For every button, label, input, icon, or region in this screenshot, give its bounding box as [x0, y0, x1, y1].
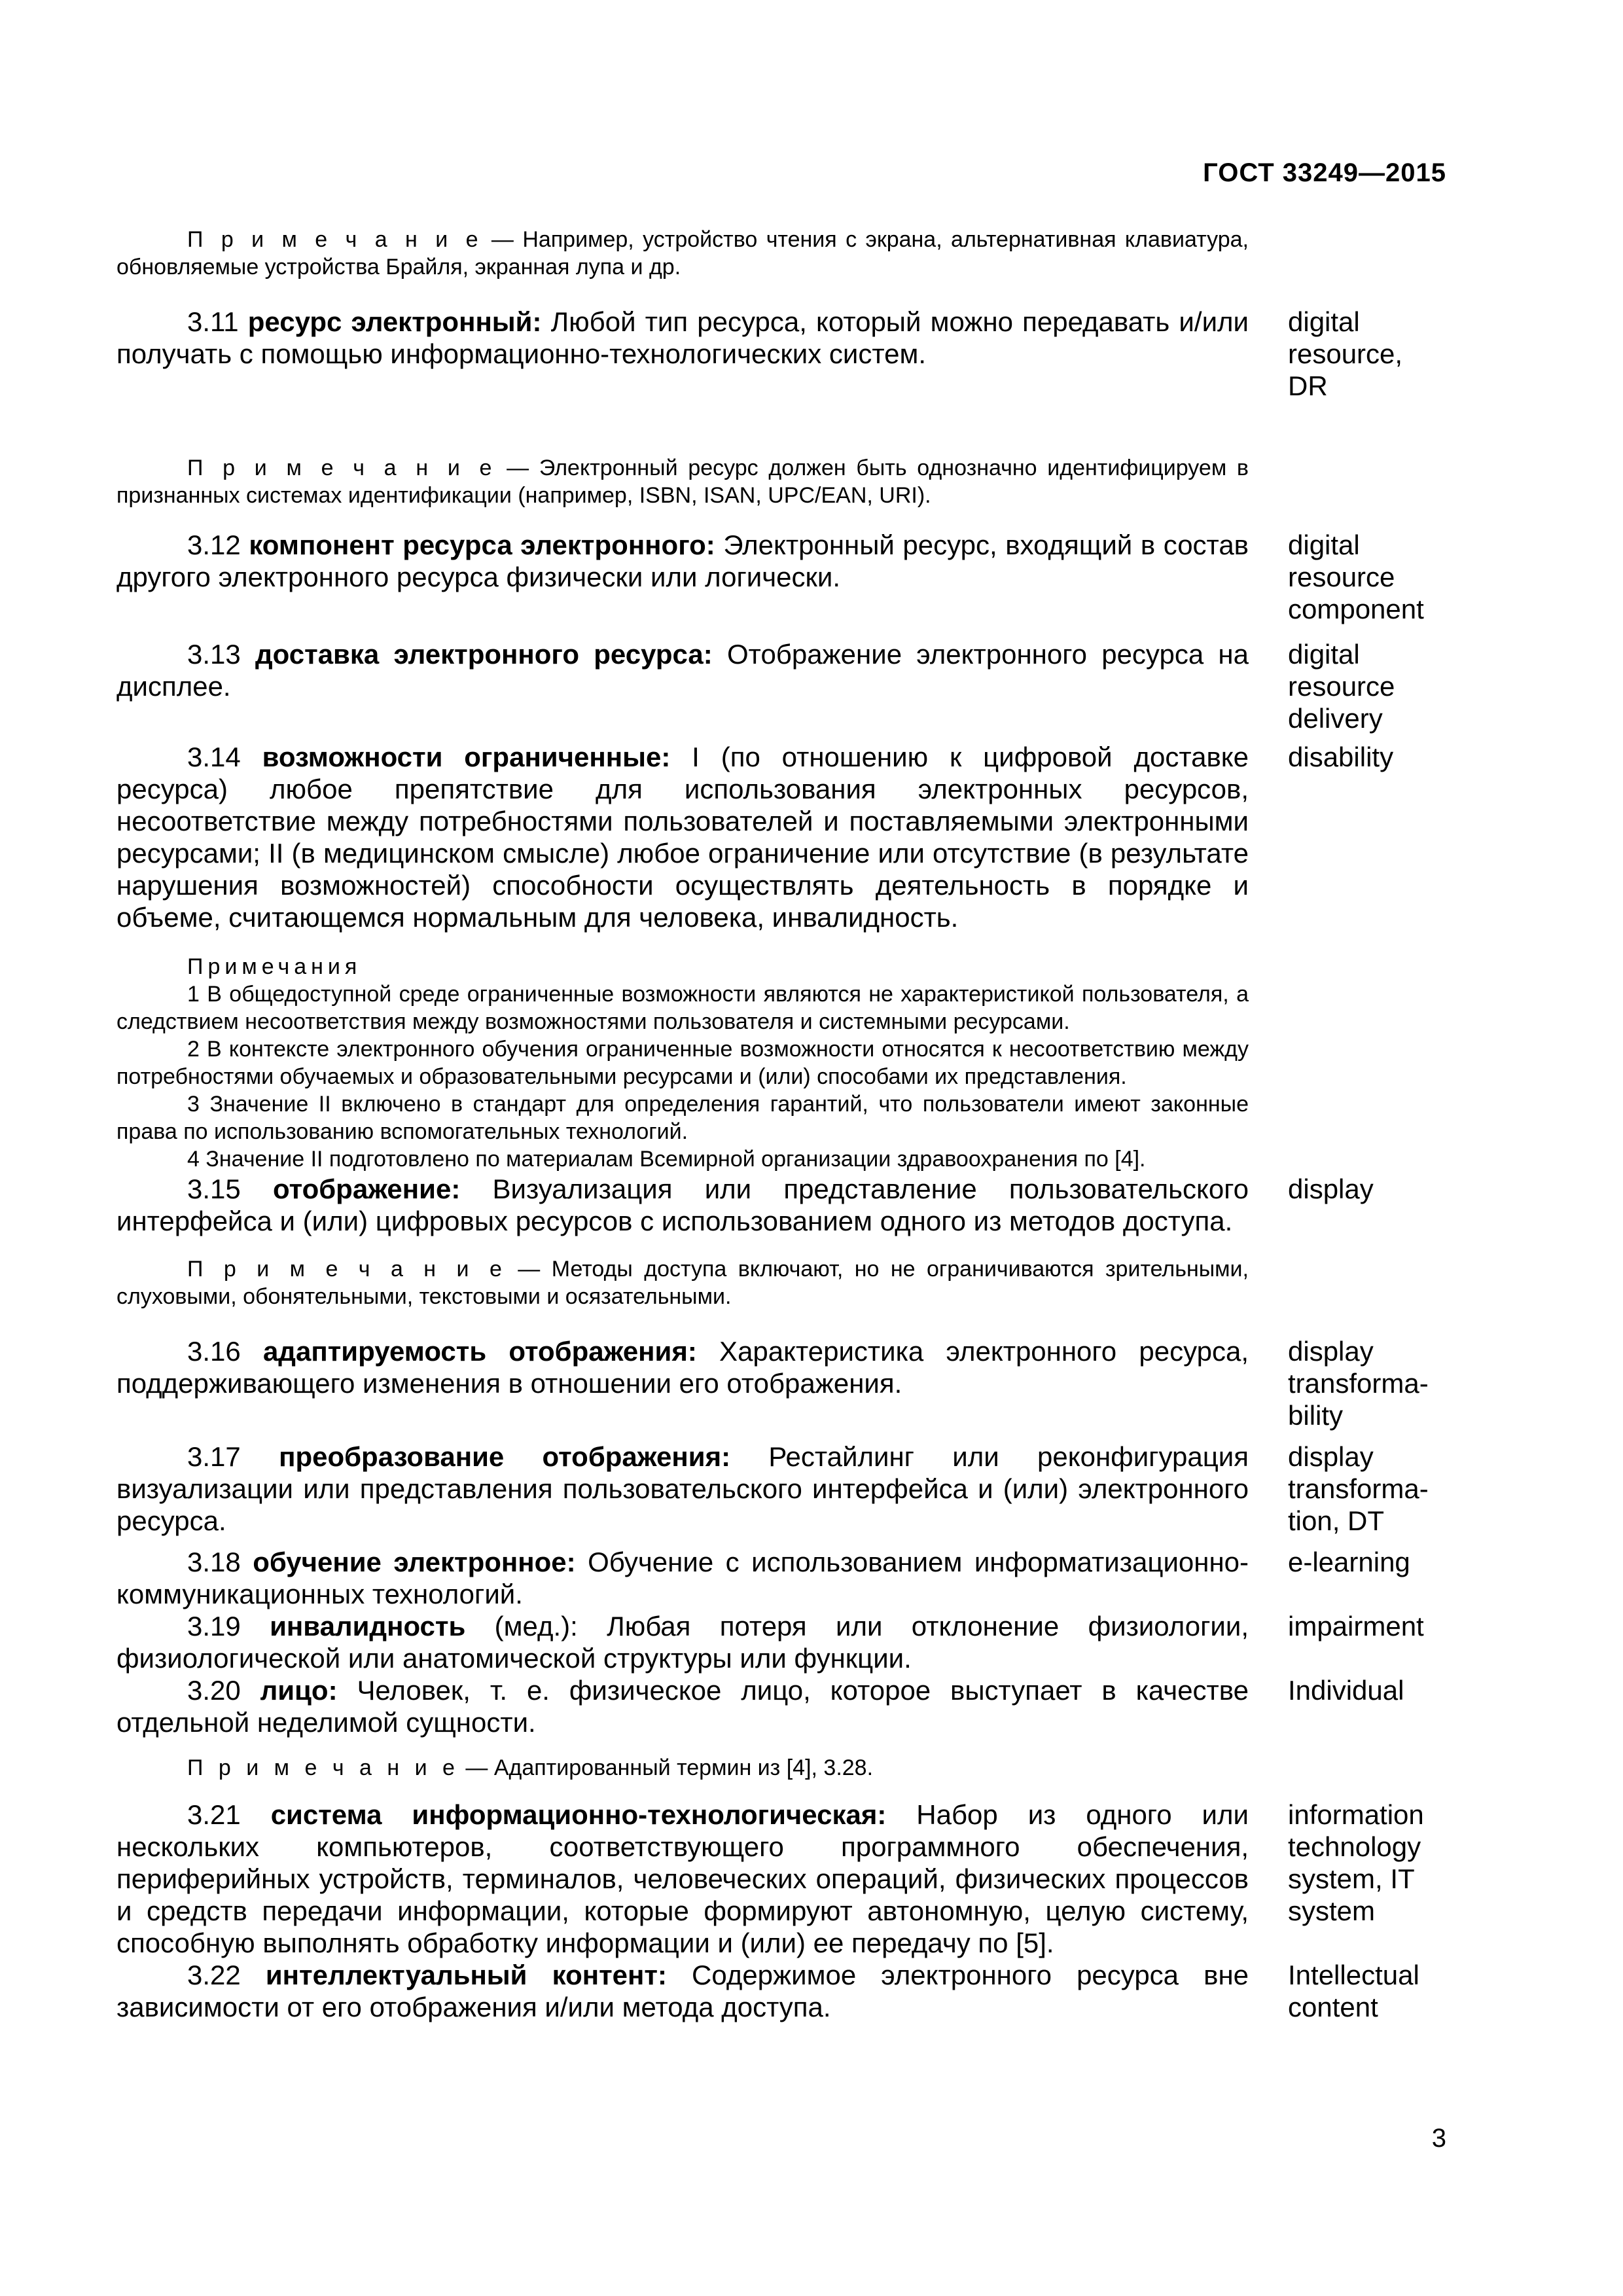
document-header: ГОСТ 33249—2015: [1203, 158, 1446, 187]
note-3-20: [116, 1754, 1445, 1782]
note-text: — Методы доступа включают, но не ограничиваются зрительными, слуховыми, обонятельными, текстовыми и осязательными.: [116, 1257, 1249, 1309]
term-3-14: [116, 741, 1445, 933]
term-3-11: [116, 306, 1445, 402]
term-number: 3.19: [187, 1611, 270, 1641]
note-label: П р и м е ч а н и е: [187, 227, 483, 252]
term-definition: Человек, т. е. физическое лицо, которое выступает в качестве отдельной неделимой сущности.: [116, 1675, 1249, 1738]
term-number: 3.18: [187, 1547, 253, 1577]
term-english: display transforma-bility: [1288, 1336, 1429, 1431]
term-definition: Любой тип ресурса, который можно передавать и/или получать с помощью информационно-технологических систем.: [116, 306, 1249, 369]
notes-title: Примечания: [187, 954, 362, 979]
note-label: П р и м е ч а н и е: [187, 1257, 507, 1282]
page-content: [116, 226, 1445, 2023]
term-name: доставка электронного ресурса:: [255, 639, 713, 670]
note-text: — Электронный ресурс должен быть однозначно идентифицируем в признанных системах идентификации (например, ISBN, ISAN, UPC/EAN, URI).: [116, 456, 1249, 508]
term-definition: (мед.): Любая потеря или отклонение физиологии, физиологической или анатомической структуры или функции.: [116, 1611, 1249, 1674]
term-english: Intellectual content: [1288, 1960, 1419, 2022]
note-label: П р и м е ч а н и е: [187, 456, 497, 480]
term-name: система информационно-технологическая:: [270, 1799, 887, 1830]
notes-3-14: [116, 953, 1445, 1173]
term-definition: Набор из одного или нескольких компьютеров, соответствующего программного обеспечения, периферийных устройств, терминалов, человеческих операций, физических процессов и средств передачи информации, которые формируют автономную, целую систему, способную выполнять обработку информации и (или) ее передачу по [5].: [116, 1799, 1249, 1958]
note-item: 2 В контексте электронного обучения ограниченные возможности относятся к несоответствию между потребностями обучаемых и образовательными ресурсами и (или) способами их представления.: [116, 1037, 1249, 1089]
term-name: компонент ресурса электронного:: [249, 529, 715, 560]
term-3-15: [116, 1173, 1445, 1237]
note-item: 3 Значение II включено в стандарт для определения гарантий, что пользователи имеют законные права по использованию вспомогательных технологий.: [116, 1092, 1249, 1144]
term-english: display: [1288, 1174, 1374, 1204]
term-number: 3.13: [187, 639, 255, 670]
term-name: преобразование отображения:: [279, 1441, 731, 1472]
term-english: display transforma-tion, DT: [1288, 1441, 1429, 1536]
term-english: digital resource component: [1288, 529, 1424, 624]
term-name: ресурс электронный:: [247, 306, 542, 337]
term-number: 3.17: [187, 1441, 279, 1472]
term-number: 3.12: [187, 529, 249, 560]
term-english: impairment: [1288, 1611, 1424, 1641]
term-number: 3.16: [187, 1336, 263, 1367]
term-name: инвалидность: [270, 1611, 466, 1641]
term-3-13: [116, 638, 1445, 734]
term-english: e-learning: [1288, 1547, 1410, 1577]
term-english: digital resource delivery: [1288, 639, 1395, 734]
term-number: 3.21: [187, 1799, 271, 1830]
note-item: 1 В общедоступной среде ограниченные возможности являются не характеристикой пользователя, а следствием несоответствия между возможностями пользователя и системными ресурсами.: [116, 982, 1249, 1034]
term-3-21: [116, 1799, 1445, 1959]
term-definition: Электронный ресурс, входящий в состав другого электронного ресурса физически или логически.: [116, 529, 1249, 592]
note-top: [116, 226, 1445, 281]
term-name: лицо:: [260, 1675, 338, 1706]
term-english: information technology system, IT system: [1288, 1799, 1424, 1926]
note-3-15: [116, 1255, 1445, 1310]
term-name: обучение электронное:: [253, 1547, 576, 1577]
note-item: 4 Значение II подготовлено по материалам Всемирной организации здравоохранения по [4].: [187, 1147, 1146, 1172]
term-number: 3.20: [187, 1675, 260, 1706]
term-name: адаптируемость отображения:: [262, 1336, 697, 1367]
term-3-16: [116, 1335, 1445, 1431]
term-definition: Рестайлинг или реконфигурация визуализации или представления пользовательского интерфейса и (или) электронного ресурса.: [116, 1441, 1249, 1536]
note-text: — Адаптированный термин из [4], 3.28.: [459, 1755, 874, 1780]
term-definition: Характеристика электронного ресурса, поддерживающего изменения в отношении его отображения.: [116, 1336, 1249, 1399]
term-name: возможности ограниченные:: [262, 742, 671, 772]
term-definition: Обучение с использованием информатизационно-коммуникационных технологий.: [116, 1547, 1249, 1609]
page-number: 3: [1431, 2124, 1446, 2153]
term-3-19: [116, 1610, 1445, 1674]
note-text: — Например, устройство чтения с экрана, альтернативная клавиатура, обновляемые устройства Брайля, экранная лупа и др.: [116, 227, 1249, 279]
term-3-22: [116, 1959, 1445, 2023]
term-3-12: [116, 529, 1445, 625]
term-definition: I (по отношению к цифровой доставке ресурса) любое препятствие для использования электронных ресурсов, несоответствие между потребностями пользователей и поставляемыми электронными ресурсами; II (в медицинском смысле) любое ограничение или отсутствие (в результате нарушения возможностей) способности осуществлять деятельность в порядке и объеме, считающемся нормальным для человека, инвалидность.: [116, 742, 1249, 933]
term-english: disability: [1288, 742, 1394, 772]
term-english: Individual: [1288, 1675, 1404, 1706]
term-name: отображение:: [272, 1174, 461, 1204]
term-3-20: [116, 1674, 1445, 1738]
note-3-11: [116, 454, 1445, 509]
term-english: digital resource, DR: [1288, 306, 1403, 401]
term-definition: Визуализация или представление пользовательского интерфейса и (или) цифровых ресурсов с использованием одного из методов доступа.: [116, 1174, 1249, 1236]
term-3-17: [116, 1441, 1445, 1537]
term-definition: Содержимое электронного ресурса вне зависимости от его отображения и/или метода доступа.: [116, 1960, 1249, 2022]
term-number: 3.15: [187, 1174, 273, 1204]
term-3-18: [116, 1546, 1445, 1610]
term-number: 3.11: [187, 306, 248, 337]
note-label: П р и м е ч а н и е: [187, 1755, 459, 1780]
term-definition: Отображение электронного ресурса на дисплее.: [116, 639, 1249, 702]
term-name: интеллектуальный контент:: [265, 1960, 667, 1990]
term-number: 3.22: [187, 1960, 266, 1990]
term-number: 3.14: [187, 742, 262, 772]
